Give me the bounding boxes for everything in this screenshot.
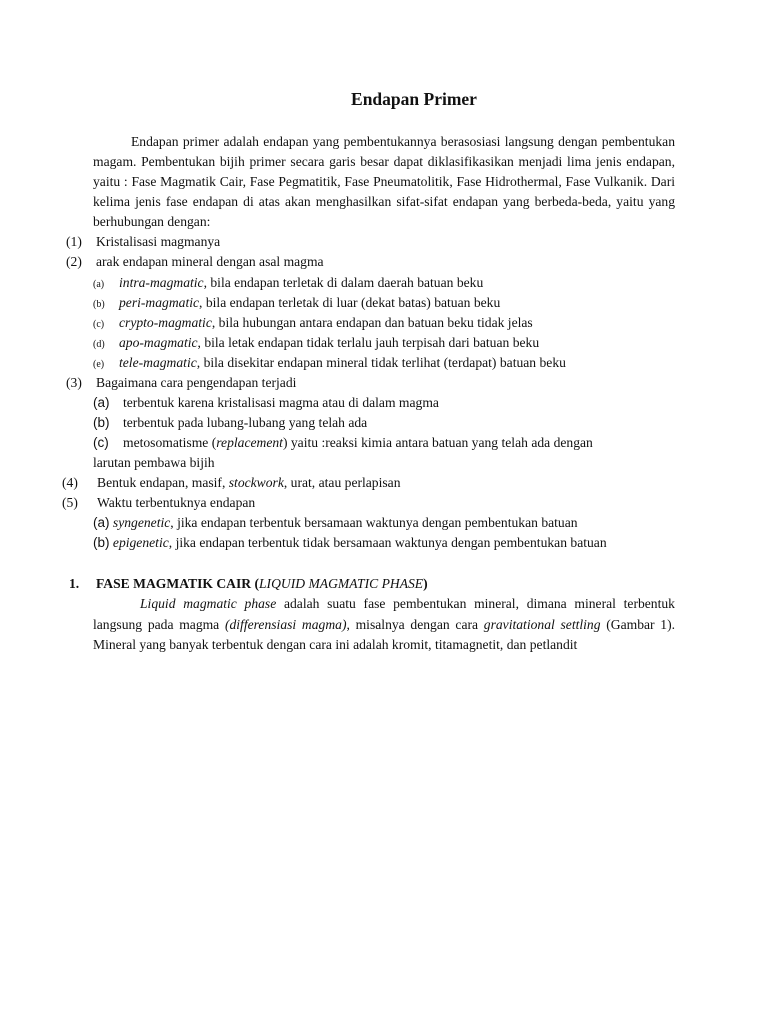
item-text-post: , urat, atau perlapisan [283,475,401,490]
paragraph-text-3: (Gambar 1). Mineral yang banyak terbentuk dengan cara ini adalah kromit, titamagnetit, dan petlandit [93,616,676,652]
list-marker-1: (1) [66,234,82,249]
paragraph-term-2: (differensiasi magma) [224,616,347,632]
sub-text: , jika endapan terbentuk bersamaan waktunya dengan pembentukan batuan [170,515,578,530]
section-heading [96,574,428,594]
sub-term: replacement [216,435,283,450]
sub-text-post: ) yaitu :reaksi kimia antara batuan yang telah ada dengan [282,435,593,450]
sub-text-continuation: batuan [570,535,607,550]
list-marker-2: (2) [66,254,82,269]
sub-marker: (a) [93,395,110,410]
section-paragraph [93,594,675,656]
sub-item-3c [93,433,593,453]
sub-marker: (b) [93,415,110,430]
sub-text: , bila hubungan antara endapan dan batuan beku tidak jelas [211,315,533,330]
paragraph-term-3: gravitational settling [483,616,601,632]
sub-term: epigenetic [112,535,169,550]
list-item-4 [97,473,401,493]
sub-term: intra-magmatic [119,275,204,290]
sub-text: , bila disekitar endapan mineral tidak terlihat (terdapat) batuan beku [196,355,566,370]
sub-item-3a [93,393,439,413]
item-term: stockwork [228,475,284,490]
item-text-pre: Bentuk endapan, masif, [97,475,229,490]
list-marker-4: (4) [62,475,78,490]
paragraph-text-1: adalah suatu fase pembentukan mineral, dimana mineral terbentuk langsung pada magma [93,596,675,632]
sub-marker: (d) [93,339,105,350]
sub-term: syngenetic [112,515,171,530]
sub-term: peri-magmatic [119,295,200,310]
section-heading-pre: FASE MAGMATIK CAIR ( [96,576,259,591]
list-item-2: arak endapan mineral dengan asal magma [96,254,324,269]
list-item-5: Waktu terbentuknya endapan [97,495,256,510]
page-title: Endapan Primer [351,89,477,109]
sub-item-5b [93,533,675,553]
list-marker-3: (3) [66,375,82,390]
paragraph-term: Liquid magmatic phase [140,596,277,611]
intro-paragraph [93,132,675,232]
sub-term: apo-magmatic [119,335,198,350]
sub-item-2c [93,313,533,335]
sub-item-2a [93,273,484,295]
sub-marker: (b) [93,299,105,310]
sub-marker: (a) [93,515,110,530]
sub-marker: (e) [93,359,105,370]
sub-term: tele-magmatic [119,355,197,370]
intro-text: Endapan primer adalah endapan yang pembentukannya berasosiasi langsung dengan pembentukan magam. Pembentukan bijih primer secara garis besar dapat diklasifikasikan menjadi lima jenis endapan, yaitu : Fase Magmatik Cair, Fase Pegmatitik, Fase Pneumatolitik, Fase Hidrothermal, Fase Vulkanik. Dari kelima jenis fase endapan di atas akan menghasilkan sifat-sifat endapan yang berbeda-beda, yaitu yang berhubungan dengan: [93,134,675,229]
sub-item-3c-continuation: larutan pembawa bijih [93,455,215,470]
paragraph-text-2: , misalnya dengan cara [346,616,484,632]
sub-term: crypto-magmatic [119,315,212,330]
sub-item-2b [93,293,501,315]
sub-text: , bila endapan terletak di dalam daerah batuan beku [203,275,484,290]
sub-item-5a [93,513,578,533]
sub-marker: (a) [93,279,105,290]
sub-marker: (b) [93,535,110,550]
sub-text: , bila endapan terletak di luar (dekat batas) batuan beku [199,295,501,310]
sub-marker: (c) [93,319,105,330]
sub-text: , bila letak endapan tidak terlalu jauh terpisah dari batuan beku [197,335,540,350]
list-marker-5: (5) [62,495,78,510]
sub-item-2d [93,333,540,355]
section-heading-term: LIQUID MAGMATIC PHASE [259,576,424,591]
sub-text: terbentuk karena kristalisasi magma atau di dalam magma [123,395,439,410]
sub-text: , jika endapan terbentuk tidak bersamaan waktunya dengan pembentukan [168,535,567,550]
sub-item-3b [93,413,368,433]
sub-marker: (c) [93,435,109,450]
sub-item-2e [93,353,566,375]
list-item-1: Kristalisasi magmanya [96,234,221,249]
sub-text-pre: metosomatisme ( [123,435,217,450]
section-number: 1. [69,576,80,591]
list-item-3: Bagaimana cara pengendapan terjadi [96,375,297,390]
sub-text: terbentuk pada lubang-lubang yang telah ada [123,415,368,430]
section-heading-post: ) [423,576,428,591]
